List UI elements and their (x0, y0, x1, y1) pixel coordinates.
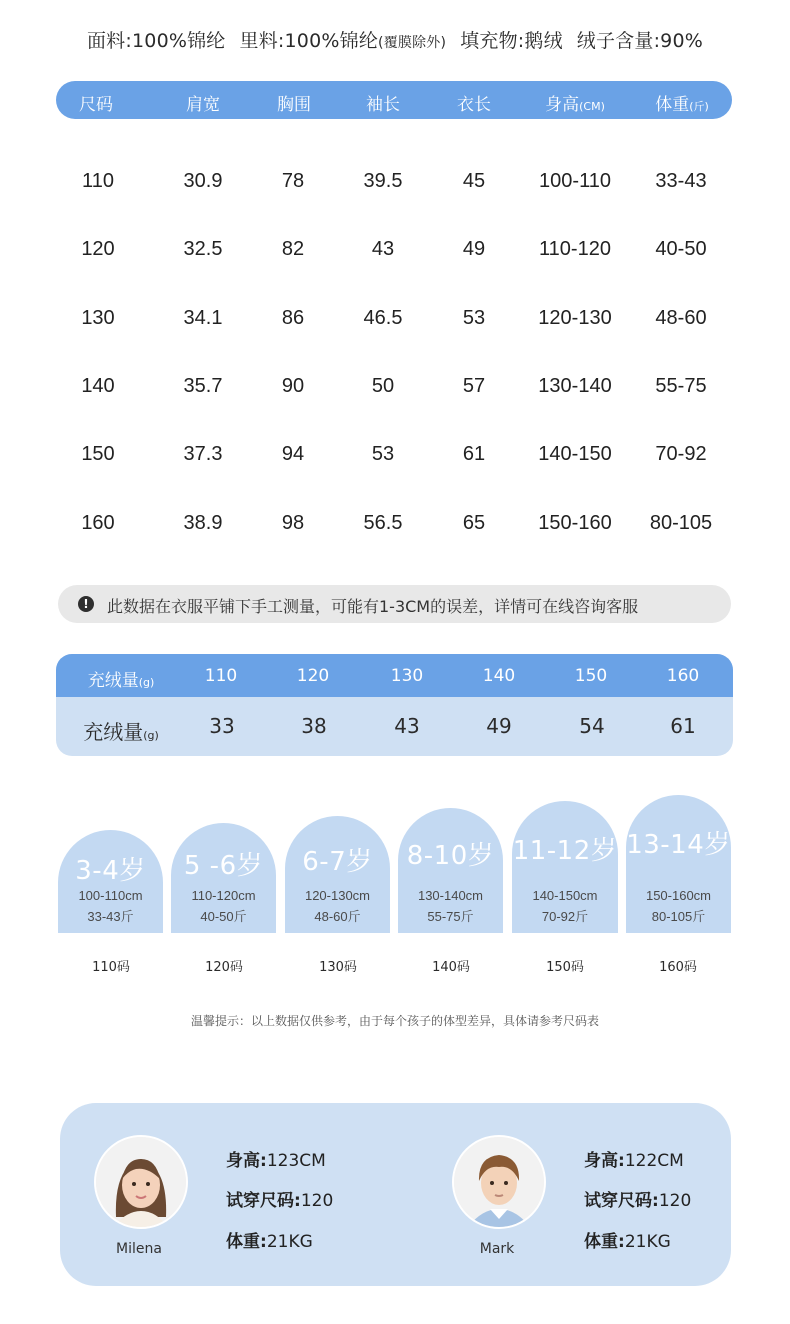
size-code-label: 110码 (92, 960, 130, 975)
table-row (56, 512, 732, 542)
cell-chest: 98 (281, 512, 305, 534)
height-range: 110-120cm (191, 888, 256, 903)
table-row (56, 307, 732, 337)
cell-weight: 40-50 (655, 238, 707, 260)
age-range: 13-14岁 (626, 830, 731, 860)
fill-size: 130 (390, 666, 424, 686)
table-row (56, 375, 732, 405)
size-table-header (56, 81, 732, 119)
table-row (56, 443, 732, 473)
cell-length: 65 (462, 512, 486, 534)
model-try-size: 试穿尺码:120 (226, 1191, 334, 1211)
fill-size: 120 (296, 666, 330, 686)
fill-table-header (56, 654, 733, 697)
fill-grams: 61 (670, 714, 696, 738)
cell-weight: 70-92 (655, 443, 707, 465)
cell-height: 120-130 (538, 307, 612, 329)
filling-material: 填充物:鹅绒 (460, 30, 563, 52)
age-range: 11-12岁 (512, 836, 618, 866)
age-card (398, 808, 503, 933)
cell-size: 110 (82, 170, 114, 192)
cell-length: 57 (462, 375, 486, 397)
age-range: 3-4岁 (75, 856, 146, 886)
measurement-note (58, 585, 731, 623)
cell-size: 120 (81, 238, 115, 260)
fill-grams: 54 (579, 714, 605, 738)
table-row (56, 170, 732, 200)
lining-material: 里料:100%锦纶 (239, 30, 379, 52)
fill-grams: 49 (486, 714, 512, 738)
cell-chest: 90 (281, 375, 305, 397)
fill-row-label: 充绒量(g) (83, 720, 159, 744)
cell-sleeve: 53 (371, 443, 395, 465)
model-height: 身高:123CM (226, 1151, 326, 1171)
model-weight: 体重:21KG (584, 1232, 671, 1252)
cell-length: 53 (462, 307, 486, 329)
age-range: 6-7岁 (302, 847, 373, 877)
cell-shoulder: 34.1 (183, 307, 223, 329)
age-card (58, 830, 163, 933)
weight-range: 80-105斤 (651, 909, 706, 924)
fill-grams: 38 (301, 714, 327, 738)
weight-range: 40-50斤 (200, 909, 247, 924)
model-try-size: 试穿尺码:120 (584, 1191, 692, 1211)
height-range: 120-130cm (304, 888, 371, 903)
cell-chest: 94 (281, 443, 305, 465)
model-weight: 体重:21KG (226, 1232, 313, 1252)
cell-weight: 55-75 (655, 375, 707, 397)
model-name: Milena (116, 1241, 162, 1257)
header-shoulder: 肩宽 (186, 95, 220, 115)
cell-height: 150-160 (538, 512, 612, 534)
height-range: 100-110cm (78, 888, 143, 903)
cell-weight: 80-105 (649, 512, 713, 534)
fill-grams: 43 (394, 714, 420, 738)
weight-range: 55-75斤 (427, 909, 474, 924)
avatar (452, 1135, 546, 1229)
age-card (171, 823, 276, 933)
height-range: 130-140cm (417, 888, 484, 903)
age-card (285, 816, 390, 933)
cell-chest: 86 (281, 307, 305, 329)
cell-sleeve: 50 (371, 375, 395, 397)
note-text: 此数据在衣服平铺下手工测量，可能有1-3CM的误差，详情可在线咨询客服 (107, 597, 639, 616)
fill-size: 150 (574, 666, 608, 686)
down-content: 绒子含量:90% (576, 30, 704, 52)
cell-length: 61 (462, 443, 486, 465)
cell-chest: 78 (281, 170, 305, 192)
weight-range: 33-43斤 (87, 909, 134, 924)
age-range: 5 -6岁 (183, 851, 264, 881)
model-height: 身高:122CM (584, 1151, 684, 1171)
size-code-label: 120码 (205, 960, 243, 975)
down-fill-table (56, 654, 733, 756)
cell-sleeve: 39.5 (363, 170, 403, 192)
header-chest: 胸围 (277, 95, 311, 115)
avatar (94, 1135, 188, 1229)
model-card (60, 1103, 731, 1286)
cell-chest: 82 (281, 238, 305, 260)
shell-material: 面料:100%锦纶 (86, 30, 226, 52)
header-height: 身高(CM) (545, 95, 605, 115)
cell-height: 140-150 (538, 443, 612, 465)
height-range: 140-150cm (532, 888, 598, 903)
age-card (626, 795, 731, 933)
cell-sleeve: 56.5 (363, 512, 403, 534)
lining-note: (覆膜除外) (378, 35, 447, 51)
header-size: 尺码 (79, 95, 113, 115)
fill-grams: 33 (209, 714, 235, 738)
weight-range: 70-92斤 (541, 909, 589, 924)
cell-size: 150 (81, 443, 115, 465)
size-code-label: 140码 (432, 960, 470, 975)
weight-range: 48-60斤 (314, 909, 361, 924)
cell-weight: 48-60 (655, 307, 707, 329)
cell-sleeve: 46.5 (363, 307, 403, 329)
material-composition (0, 26, 790, 53)
size-code-label: 130码 (319, 960, 357, 975)
cell-height: 110-120 (539, 238, 611, 260)
fill-size: 140 (482, 666, 516, 686)
cell-size: 160 (81, 512, 115, 534)
age-card (512, 801, 618, 933)
header-sleeve: 袖长 (366, 95, 400, 115)
cell-weight: 33-43 (655, 170, 707, 192)
reference-tip: 温馨提示：以上数据仅供参考，由于每个孩子的体型差异，具体请参考尺码表 (190, 1014, 599, 1028)
cell-sleeve: 43 (371, 238, 395, 260)
cell-size: 130 (81, 307, 115, 329)
header-weight: 体重(斤) (655, 95, 709, 115)
cell-length: 49 (462, 238, 486, 260)
size-code-label: 160码 (659, 960, 697, 975)
fill-size: 160 (666, 666, 700, 686)
age-range: 8-10岁 (406, 841, 495, 871)
cell-length: 45 (462, 170, 486, 192)
cell-size: 140 (81, 375, 115, 397)
height-range: 150-160cm (645, 888, 712, 903)
table-row (56, 238, 732, 268)
fill-size: 110 (204, 666, 238, 686)
fill-header-label: 充绒量(g) (87, 671, 155, 691)
size-code-label: 150码 (546, 960, 584, 975)
cell-shoulder: 37.3 (183, 443, 223, 465)
model-name: Mark (479, 1241, 515, 1257)
exclamation-icon: ! (78, 596, 94, 612)
cell-height: 130-140 (538, 375, 612, 397)
cell-shoulder: 35.7 (183, 375, 223, 397)
header-length: 衣长 (457, 95, 491, 115)
cell-height: 100-110 (539, 170, 611, 192)
cell-shoulder: 38.9 (183, 512, 223, 534)
cell-shoulder: 32.5 (183, 238, 223, 260)
cell-shoulder: 30.9 (183, 170, 223, 192)
